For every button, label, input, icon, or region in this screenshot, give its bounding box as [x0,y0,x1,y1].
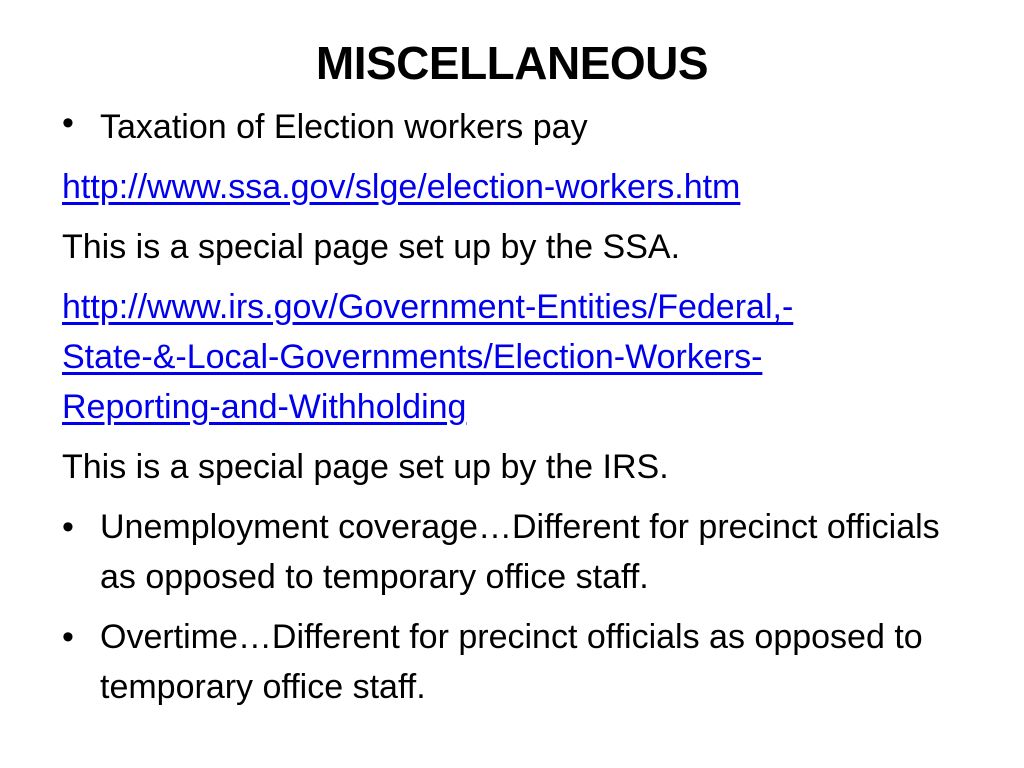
slide-title: MISCELLANEOUS [315,37,709,89]
irs-link-part-3: Reporting-and-Withholding [62,388,467,426]
bullet-text: Unemployment coverage…Different for precinct officials as opposed to temporary office staff. [100,508,940,596]
ssa-note: This is a special page set up by the SSA. [62,228,681,266]
ssa-link[interactable]: http://www.ssa.gov/slge/election-workers.htm [62,168,741,206]
bullet-overtime [62,602,982,712]
bullet-marker: • [62,104,74,142]
bullet-unemployment [62,492,982,602]
irs-link-part-2: State-&-Local-Governments/Election-Workers- [62,338,763,376]
irs-link[interactable] [62,288,793,426]
bullet-text: Overtime…Different for precinct officials as opposed to temporary office staff. [100,618,923,706]
bullet-text: Taxation of Election workers pay [100,108,588,146]
irs-link-part-1: http://www.irs.gov/Government-Entities/Federal,- [62,288,794,326]
irs-note: This is a special page set up by the IRS. [62,448,669,486]
bullet-taxation [62,98,982,152]
irs-link-line [62,272,982,432]
bullet-marker: • [62,508,74,546]
bullet-marker: • [62,618,74,656]
slide-body [62,98,982,712]
ssa-link-line [62,152,982,212]
